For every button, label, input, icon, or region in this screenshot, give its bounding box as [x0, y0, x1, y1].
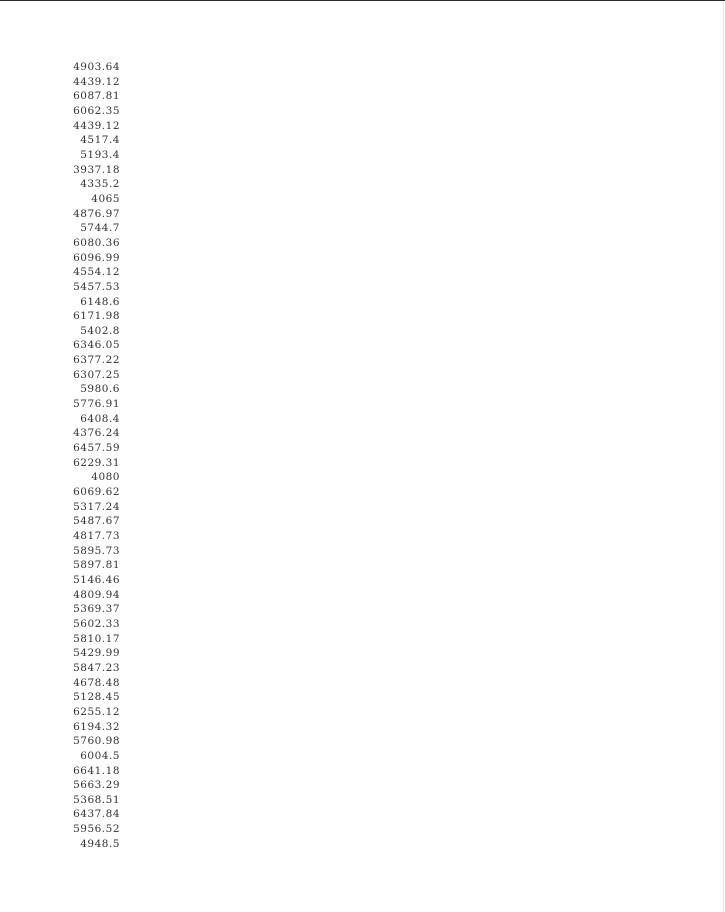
number-row: 4439.12: [73, 75, 120, 88]
number-row: 5369.37: [73, 603, 120, 616]
number-row: 6346.05: [73, 339, 120, 352]
number-row: 6408.4: [80, 412, 120, 425]
number-row: 5146.46: [73, 573, 120, 586]
number-row: 5487.67: [73, 515, 120, 528]
number-row: 3937.18: [73, 163, 120, 176]
number-row: 6096.99: [73, 251, 120, 264]
number-column: [40, 60, 120, 851]
number-row: 6062.35: [73, 104, 120, 117]
number-row: 5980.6: [80, 383, 120, 396]
number-row: 5895.73: [73, 544, 120, 557]
number-row: 5663.29: [73, 779, 120, 792]
number-row: 6437.84: [73, 808, 120, 821]
number-row: 5760.98: [73, 735, 120, 748]
number-row: 6087.81: [73, 90, 120, 103]
number-row: 4903.64: [73, 61, 120, 73]
number-row: 4817.73: [73, 530, 120, 542]
number-row: 6194.32: [73, 720, 120, 733]
number-row: 6457.59: [73, 442, 120, 455]
number-row: 4439.12: [73, 119, 120, 132]
number-row: 5128.45: [73, 691, 120, 704]
number-row: 5847.23: [73, 661, 120, 674]
number-row: 5810.17: [73, 632, 120, 645]
number-row: 5193.4: [80, 148, 120, 161]
number-row: 6307.25: [73, 368, 120, 381]
number-row: 4335.2: [80, 178, 120, 191]
page-top-border: [0, 0, 725, 1]
number-row: 6641.18: [73, 764, 120, 777]
number-row: 5956.52: [73, 823, 120, 836]
number-row: 5457.53: [73, 280, 120, 293]
number-row: 5602.33: [73, 617, 120, 630]
number-row: 6004.5: [80, 749, 120, 762]
page-right-border: [723, 1, 724, 912]
number-row: 6255.12: [73, 705, 120, 718]
number-row: 4554.12: [73, 266, 120, 279]
number-row: 5776.91: [73, 398, 120, 411]
number-row: 5317.24: [73, 500, 120, 513]
number-row: 5368.51: [73, 793, 120, 806]
number-row: 6080.36: [73, 236, 120, 249]
number-row: 6229.31: [73, 456, 120, 469]
number-row: 6377.22: [73, 354, 120, 367]
number-row: 6171.98: [73, 310, 120, 323]
number-row: 4080: [91, 471, 120, 484]
number-row: 4678.48: [73, 676, 120, 689]
number-row: 5897.81: [73, 559, 120, 572]
number-row: 4376.24: [73, 427, 120, 440]
number-row: 4876.97: [73, 207, 120, 220]
number-row: 6069.62: [73, 486, 120, 499]
number-row: 5429.99: [73, 647, 120, 660]
number-row: 4517.4: [80, 134, 120, 147]
number-row: 6148.6: [80, 295, 120, 308]
number-row: 5744.7: [80, 222, 120, 235]
number-row: 4948.5: [80, 837, 120, 850]
number-row: 4065: [91, 192, 120, 205]
number-row: 5402.8: [80, 324, 120, 337]
number-row: 4809.94: [73, 588, 120, 601]
